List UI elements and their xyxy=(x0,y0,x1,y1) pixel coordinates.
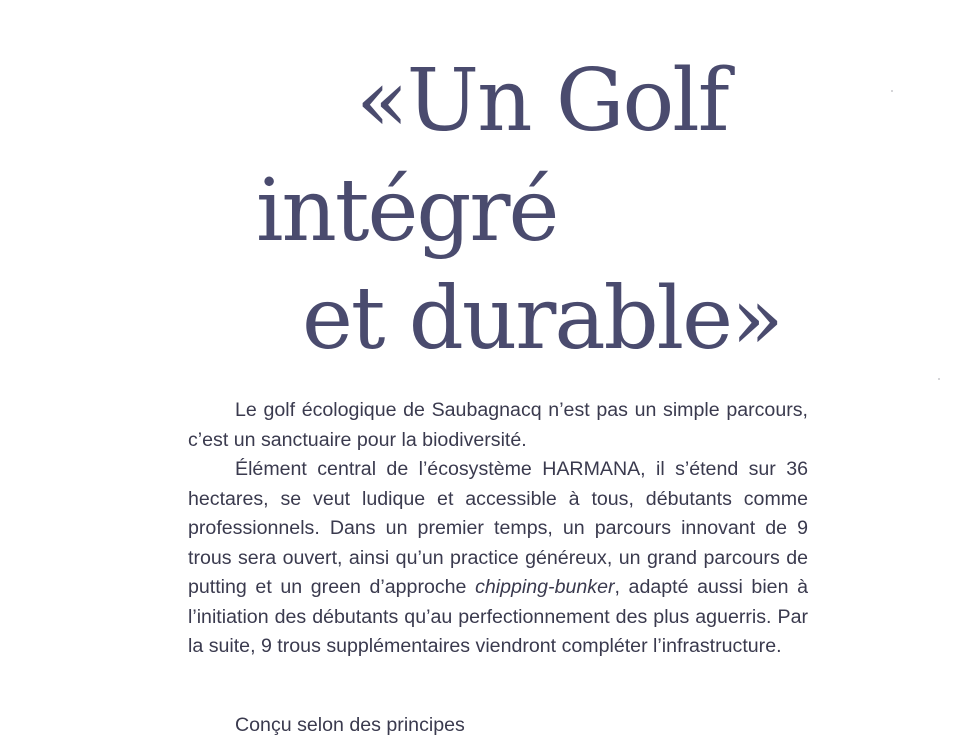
paragraph-3-cut-off: Conçu selon des principes xyxy=(235,714,465,736)
scan-speck xyxy=(891,90,893,92)
paragraph-2-text-a: Élément central de l’écosystème HARMANA, il s’étend sur 36 hectares, se veut ludique et accessible à tous, débutants comme professionnels. Dans un premier temps, un parcours innovant de 9 trous sera ouvert, ainsi qu’un practice généreux, un grand parcours de putting et un green d’approche xyxy=(188,458,808,598)
headline-line-2: intégré xyxy=(256,161,558,261)
article-body xyxy=(188,396,808,662)
paragraph-1: Le golf écologique de Saubagnacq n’est pas un simple parcours, c’est un sanctuaire pour la biodiversité. xyxy=(188,399,808,451)
paragraph-2-text-b: , adapté aussi bien à l’initiation des débutants qu’au perfectionnement des plus aguerris. Par la suite, 9 trous supplémentaires viendront compléter l’infrastructure. xyxy=(188,576,808,657)
scan-speck xyxy=(938,378,940,380)
paragraph-2-italic: chipping-bunker xyxy=(475,576,615,598)
headline-line-3: et durable» xyxy=(302,269,782,369)
paragraph-2 xyxy=(188,455,808,662)
headline-line-1: «Un Golf xyxy=(356,51,728,151)
